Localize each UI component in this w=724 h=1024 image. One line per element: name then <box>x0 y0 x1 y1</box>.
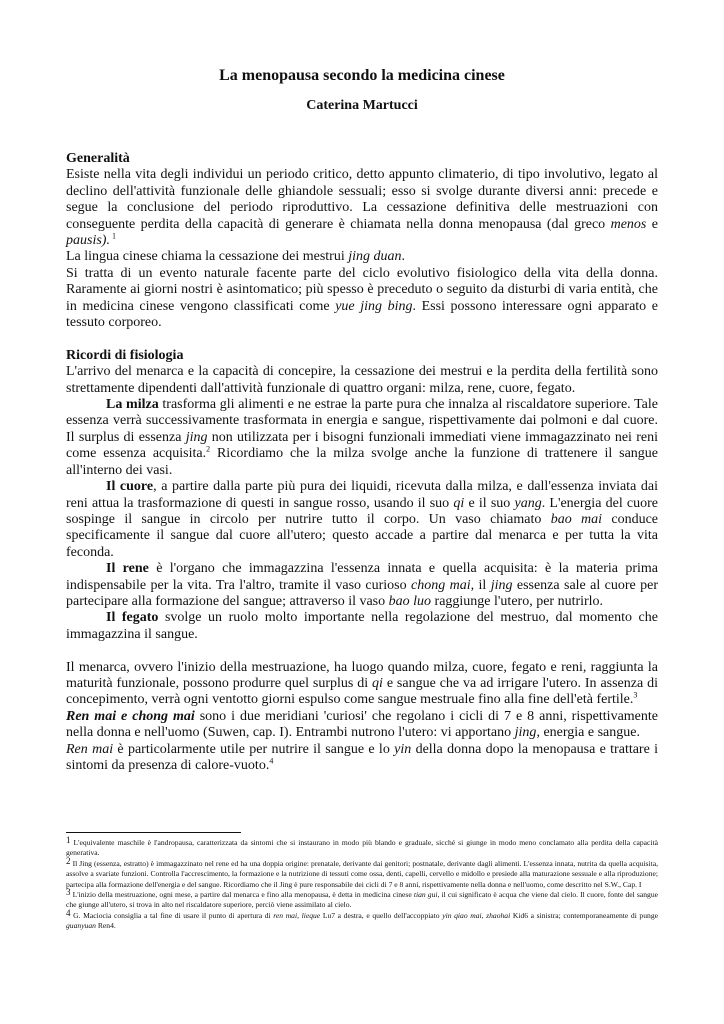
paragraph-text: e il suo <box>464 495 515 511</box>
paragraph-menarca <box>66 660 658 709</box>
footnotes <box>66 835 658 932</box>
term-guanyuan: guanyuan <box>66 921 96 931</box>
paragraph-evento-naturale <box>66 266 658 332</box>
footnote-text: Il Jing (essenza, estratto) è immagazzinato nel rene ed ha una doppia origine: prenatale, derivante dai genitori; postnatale, derivante dagli alimenti. L'essenza innata, nutrita da quella acquisita, assolve a svariate funzioni. Controlla l'accrescimento, la formazione e la nutrizione di tessuti come ossa, denti, capelli, cervello e midollo e presiede alla maturazione sessuale e alla riproduzione; partecipa alla formazione dell'energia e del sangue. Ricordiamo che il Jing è pure responsabile dei cicli di 7 e 8 anni, rispettivamente nella donna e nell'uomo, come descritto nel S.W., Cap. I <box>66 858 658 889</box>
paragraph-gap <box>66 643 658 659</box>
paragraph-text: La lingua cinese chiama la cessazione dei mestrui <box>66 249 349 265</box>
term-jing: jing <box>185 429 208 445</box>
paragraph-text: è l'organo che immagazzina l'essenza innata e quella acquisita: è la materia prima indispensabile per la vita. Tra l'altro, tramite il vaso curioso <box>66 561 658 593</box>
footnote-text: L'inizio della mestruazione, ogni mese, a partire dal menarca e fino alla menopausa, è detta in medicina cinese <box>70 890 414 900</box>
term-chong-mai: chong mai, <box>411 577 475 593</box>
term-menos: menos <box>610 216 647 232</box>
paragraph-cuore <box>66 479 658 561</box>
term-jing: jing <box>514 725 537 741</box>
footnote-text: G. Maciocia consiglia a tal fine di usare il punto di apertura di <box>70 910 274 920</box>
paragraph-text: il <box>474 577 491 593</box>
term-bao-luo: bao luo <box>388 593 432 609</box>
term-qi: qi <box>453 495 465 511</box>
footnote-text: Kid6 a sinistra; contemporaneamente di punge <box>510 910 658 920</box>
footnote-number: 2 <box>66 855 71 866</box>
paragraph-text: . L'energia del cuore sospinge il sangue in circolo per nutrire tutto il corpo. Un vaso chiamato <box>66 495 658 527</box>
footnote-text: L'equivalente maschile è l'andropausa, caratterizzata da sintomi che si instaurano in modo più blando e graduale, sicché si giunge in modo meno conclamato alla perdita della capacità generativa. <box>66 838 658 858</box>
organ-label-rene: Il rene <box>106 561 149 577</box>
paragraph-text: . Essi possono interessare ogni apparato e tessuto corporeo. <box>66 298 658 331</box>
term-lieque: lieque <box>301 910 321 920</box>
term-yin: yin <box>394 741 412 757</box>
paragraph-ren-mai <box>66 742 658 775</box>
paragraph-text: è particolarmente utile per nutrire il sangue e lo <box>113 741 395 757</box>
footnote-text: Ren4. <box>95 921 116 931</box>
paragraph-text: Si tratta di un evento naturale facente parte del ciclo evolutivo fisiologico della vita della donna. Raramente ai giorni nostri è asintomatico; più spesso è preceduto o seguito da disturbi di varia entità, che in medicina cinese vengono classificati come <box>66 265 658 314</box>
paragraph-text: della donna dopo la menopausa e trattare i sintomi da presenza di calore-vuoto. <box>66 741 659 773</box>
paragraph-text: , a partire dalla parte più pura dei liquidi, ricevuta dalla milza, e dall'essenza inviata dai reni attua la trasformazione di questi in sangue rosso, usando il suo <box>66 479 658 511</box>
footnote-ref-2[interactable]: 2 <box>206 444 211 454</box>
paragraph-text: Il menarca, ovvero l'inizio della mestruazione, ha luogo quando milza, cuore, fegato e reni, raggiunta la maturità funzionale, possono produrre quel surplus di <box>66 659 658 691</box>
footnote-ref-4[interactable]: 4 <box>269 756 274 766</box>
term-tian-gui: tian gui <box>413 890 438 900</box>
term-bao-mai: bao mai <box>550 511 603 527</box>
document-title: La menopausa secondo la medicina cinese <box>219 67 505 84</box>
section-heading-generalita: Generalità <box>66 151 130 166</box>
paragraph-jing-duan <box>66 249 658 265</box>
paragraph-gap <box>66 331 658 347</box>
paragraph-text: sono i due meridiani 'curiosi' che regolano i cicli di 7 e 8 anni, rispettivamente nella donna e nell'uomo (Suwen, cap. I). Entrambi nutrono l'utero: vi apportano <box>66 708 658 741</box>
footnote-1 <box>66 835 658 859</box>
term-ren-chong-mai: Ren mai e chong mai <box>66 708 195 724</box>
term-yin-qiao-mai: yin qiao mai, zhaohai <box>442 910 511 920</box>
paragraph-text: Esiste nella vita degli individui un periodo critico, detto appunto climaterio, di tipo involutivo, legato al declino dell'attività funzionale delle ghiandole sessuali; esso si svolge durante diversi anni: precede e segue la conclusione del periodo riproduttivo. La cessazione definitiva delle mestruazioni con conseguente perdita della capacità di generare è chiamata nella donna menopausa (dal greco <box>66 167 658 232</box>
term-ren-mai: Ren mai <box>66 741 114 757</box>
term-jing: jing <box>490 577 513 593</box>
footnote-ref-3[interactable]: 3 <box>633 690 638 700</box>
paragraph-text: non utilizzata per i bisogni funzionali immediati viene immagazzinato nei reni come essenza acquisita. <box>66 429 658 462</box>
footnote-3 <box>66 887 658 911</box>
paragraph-text: svolge un ruolo molto importante nella regolazione del mestruo, dal momento che immagazzina il sangue. <box>66 610 658 642</box>
paragraph-text: , energia e sangue. <box>536 725 640 741</box>
paragraph-text: e <box>646 216 659 232</box>
term-qi: qi <box>372 675 383 691</box>
footnote-separator <box>66 832 241 833</box>
document-body <box>66 151 658 774</box>
term-yue-jing-bing: yue jing bing <box>335 298 413 314</box>
footnote-ref-1[interactable]: 1 <box>109 231 116 241</box>
author-name: Caterina Martucci <box>306 98 418 113</box>
paragraph-text: essenza sale al cuore per partecipare alla formazione del sangue; attraverso il vaso <box>66 577 659 609</box>
paragraph-text: conduce specificamente il sangue dal cuore all'utero; questo accade a partire dal menarca e per tutta la vita feconda. <box>66 511 658 560</box>
organ-label-fegato: Il fegato <box>106 610 159 626</box>
document-page <box>66 66 658 774</box>
paragraph-text: e sangue che va ad irrigare l'utero. In assenza di concepimento, verrà ogni ventotto giorni espulso come sangue mestruale fino alla fine dell'età fertile. <box>66 675 658 708</box>
term-pausis: pausis). <box>66 233 110 249</box>
footnote-2 <box>66 855 658 890</box>
paragraph-fegato <box>66 610 658 643</box>
footnote-text: , <box>297 910 302 920</box>
paragraph-climaterio <box>66 167 658 249</box>
term-ren-mai: ren mai <box>273 910 298 920</box>
paragraph-text: Ricordiamo che la milza svolge anche la funzione di trattenere il sangue all'interno dei vasi. <box>66 446 659 478</box>
paragraph-ren-chong-mai <box>66 709 658 742</box>
footnote-number: 1 <box>66 835 71 845</box>
paragraph-quattro-organi: L'arrivo del menarca e la capacità di concepire, la cessazione dei mestrui e la perdita della fertilità sono strettamente dipendenti dall'attività funzionale di quattro organi: milza, rene, cuore, fegato. <box>66 364 658 396</box>
section-heading-fisiologia: Ricordi di fisiologia <box>66 347 184 363</box>
footnote-4 <box>66 907 658 932</box>
paragraph-milza <box>66 397 658 479</box>
footnote-text: Lu7 a destra, e quello dell'accoppiato <box>320 910 443 920</box>
footnote-number: 4 <box>66 907 71 918</box>
organ-label-milza: La milza <box>106 397 159 413</box>
paragraph-text: trasforma gli alimenti e ne estrae la parte pura che innalza al riscaldatore superiore. Tale essenza verrà successivamente trasformata in energia e sangue, rispettivamente dai polmoni e dal cuore. Il surplus di essenza <box>66 397 658 445</box>
footnote-text: , il cui significato è acqua che viene dal cielo. Il cuore, fonte del sangue che giunge all'utero, si trova in alto nel riscaldatore superiore, perciò viene assimilato al cielo. <box>66 890 658 910</box>
organ-label-cuore: Il cuore <box>106 479 154 495</box>
term-jing-duan: jing duan <box>348 249 402 265</box>
term-yang: yang <box>514 495 542 511</box>
footnote-number: 3 <box>66 887 71 898</box>
paragraph-text: . <box>401 249 405 265</box>
paragraph-rene <box>66 561 658 610</box>
paragraph-text: raggiunge l'utero, per nutrirlo. <box>431 593 604 609</box>
